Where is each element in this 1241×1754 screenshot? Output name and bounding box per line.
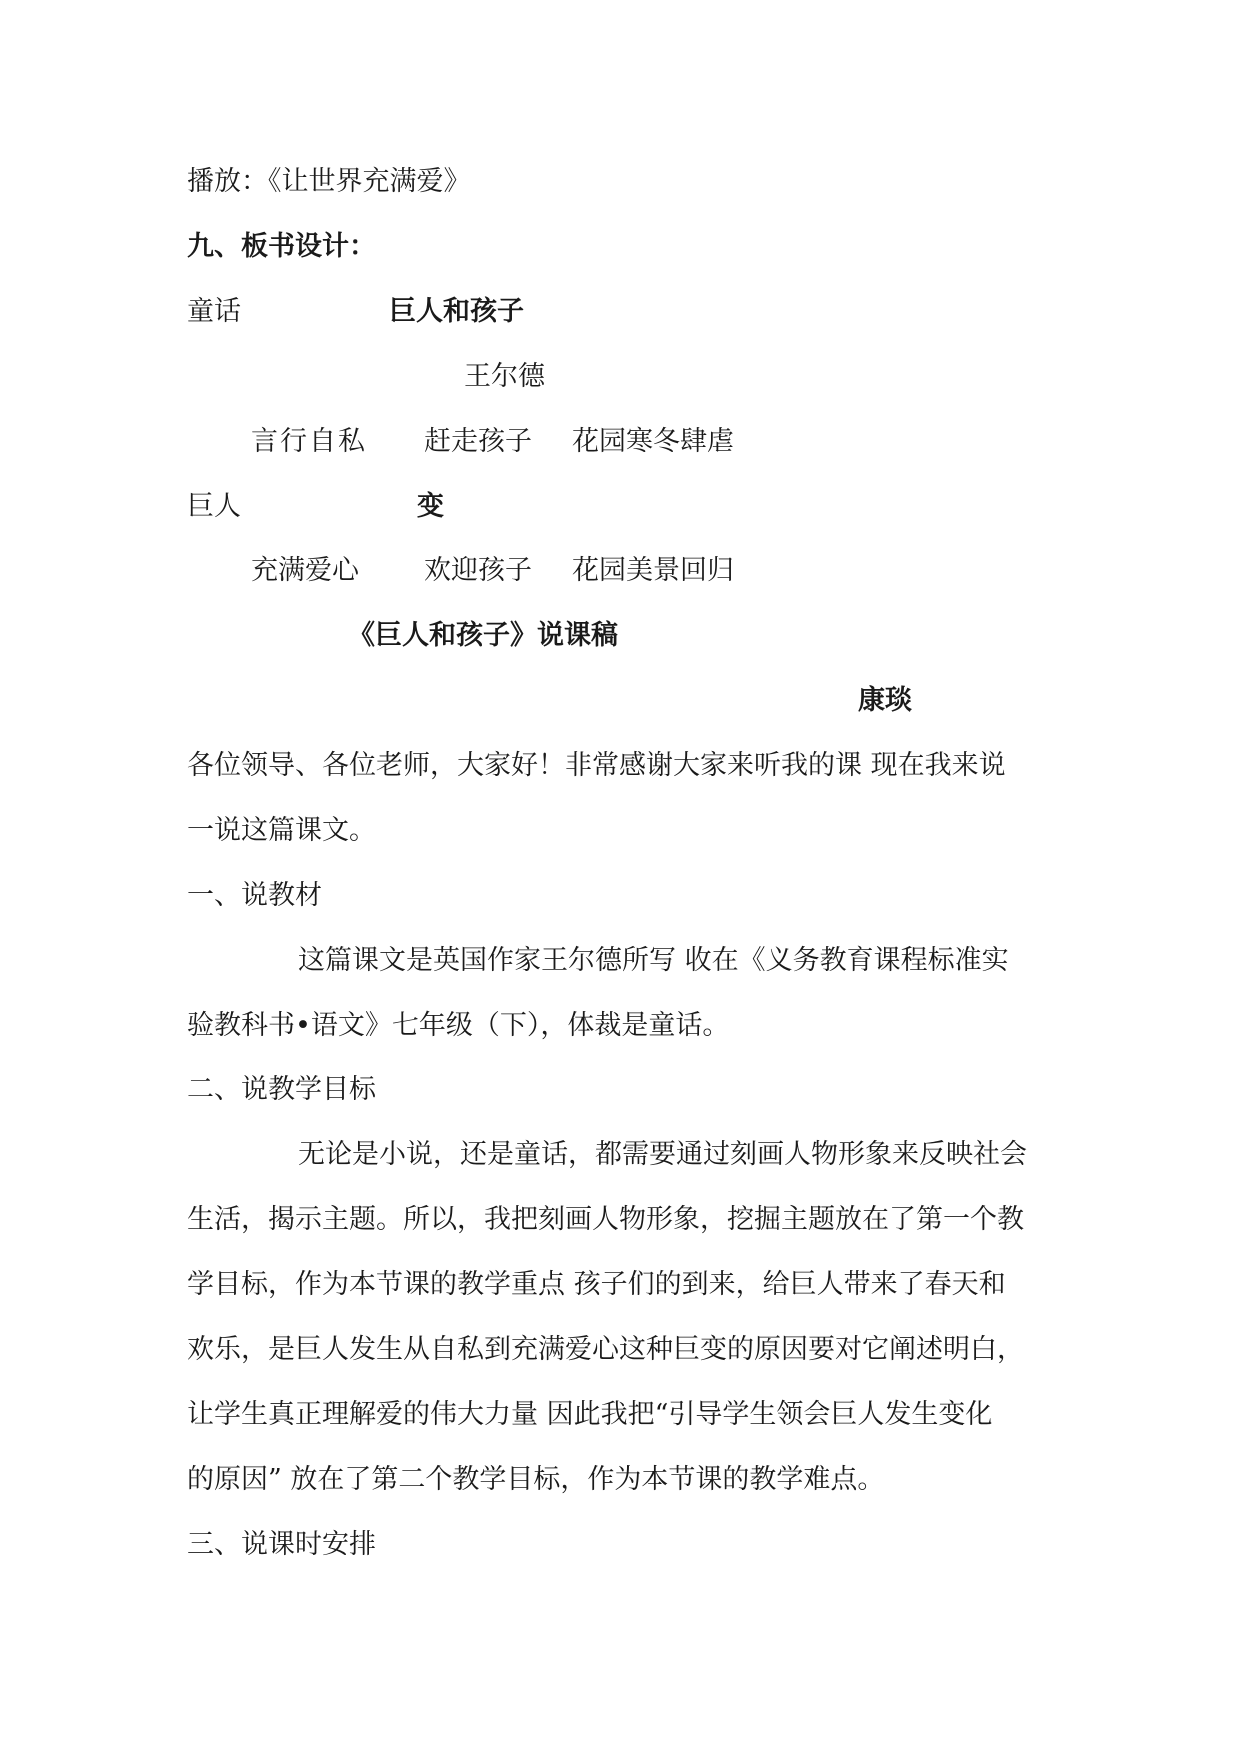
section9-heading: 九、板书设计： (187, 231, 376, 262)
section2-line-1: 无论是小说，还是童话，都需要通过刻画人物形象来反映社会 (298, 1139, 1027, 1170)
talk-title: 《巨人和孩子》说课稿 (348, 620, 618, 651)
board-author: 王尔德 (464, 361, 545, 392)
section1-line-2: 验教科书•语文》七年级（下），体裁是童话。 (187, 1010, 730, 1041)
section2-line-6: 的原因” 放在了第二个教学目标，作为本节课的教学难点。 (187, 1464, 885, 1495)
board-row1-garden: 花园寒冬肆虐 (572, 426, 734, 457)
greeting-line-1: 各位领导、各位老师，大家好！非常感谢大家来听我的课 现在我来说 (187, 750, 1006, 781)
board-row2-action: 欢迎孩子 (424, 555, 532, 586)
section2-line-2: 生活，揭示主题。所以，我把刻画人物形象，挖掘主题放在了第一个教 (187, 1204, 1024, 1235)
section1-heading: 一、说教材 (187, 880, 322, 911)
section2-heading: 二、说教学目标 (187, 1074, 376, 1105)
board-title: 巨人和孩子 (389, 296, 524, 327)
section2-line-3: 学目标，作为本节课的教学重点 孩子们的到来，给巨人带来了春天和 (187, 1269, 1006, 1300)
board-row1-trait: 言行自私 (251, 426, 367, 457)
section1-line-1: 这篇课文是英国作家王尔德所写 收在《义务教育课程标准实 (298, 945, 1009, 976)
section3-heading: 三、说课时安排 (187, 1529, 376, 1560)
board-row2-trait: 充满爱心 (251, 555, 359, 586)
board-subject: 巨人 (187, 491, 241, 522)
board-genre: 童话 (187, 296, 241, 327)
board-change: 变 (417, 491, 444, 522)
play-line: 播放：《让世界充满爱》 (187, 166, 471, 197)
talk-author: 康琰 (858, 685, 912, 716)
board-row2-garden: 花园美景回归 (572, 555, 734, 586)
section2-line-4: 欢乐，是巨人发生从自私到充满爱心这种巨变的原因要对它阐述明白， (187, 1334, 1024, 1365)
board-row1-action: 赶走孩子 (424, 426, 532, 457)
greeting-line-2: 一说这篇课文。 (187, 815, 376, 846)
section2-line-5: 让学生真正理解爱的伟大力量 因此我把“引导学生领会巨人发生变化 (187, 1399, 993, 1430)
